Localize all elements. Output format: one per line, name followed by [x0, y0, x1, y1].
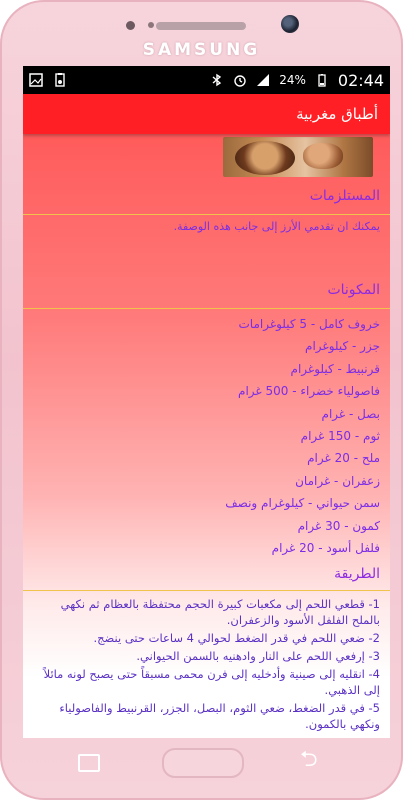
ingredient-item: ملح - 20 غرام — [307, 451, 380, 466]
ingredients-title: المكونات — [327, 282, 380, 298]
battery-icon — [315, 73, 329, 87]
image-icon — [29, 73, 43, 87]
page-title: أطباق مغربية — [296, 105, 378, 123]
meat-image — [303, 143, 343, 169]
method-step: 2- ضعي اللحم في قدر الضغط لحوالي 4 ساعات حتى ينضج. — [93, 631, 380, 645]
ingredient-item: كمون - 30 غرام — [297, 518, 380, 533]
recipe-image — [223, 137, 373, 177]
ingredients-divider — [23, 308, 390, 309]
app-bar — [23, 94, 390, 134]
ingredient-item: سمن حيواني - كيلوغرام ونصف — [225, 496, 380, 511]
method-step: 5- في قدر الضغط، ضعي الثوم، البصل، الجزر، القرنبيط والفاصولياء ونكهي بالكمون. — [59, 701, 380, 731]
home-button[interactable] — [162, 748, 244, 778]
recipe-content[interactable] — [23, 134, 390, 738]
ingredient-item: زعفران - غرامان — [295, 473, 380, 488]
method-divider — [23, 590, 390, 591]
notes-divider — [23, 214, 390, 215]
ingredient-item: بصل - غرام — [321, 406, 380, 421]
ingredient-item: قرنبيط - كيلوغرام — [290, 361, 380, 376]
method-step: 1- قطعي اللحم إلى مكعبات كبيرة الحجم محتفظة بالعظام ثم نكهي بالملح الفلفل الأسود والزعفران. — [60, 597, 380, 627]
front-camera-icon — [281, 15, 299, 33]
clock: 02:44 — [337, 70, 384, 90]
battery-percent: 24% — [279, 73, 306, 87]
earpiece-speaker — [156, 22, 246, 30]
screen — [23, 66, 390, 738]
ingredient-item: فاصولياء خضراء - 500 غرام — [238, 384, 380, 399]
ingredient-item: ثوم - 150 غرام — [300, 428, 380, 443]
method-steps — [31, 596, 380, 734]
alarm-icon — [233, 73, 247, 87]
method-step: 4- انقليه إلى صينية وأدخليه إلى فرن محمى مسبقاً حتى يصبح لونه مائلاً إلى الذهبي. — [43, 667, 380, 697]
device-brand: SAMSUNG — [142, 40, 261, 60]
ingredient-item: خروف كامل - 5 كيلوغرامات — [238, 317, 380, 331]
ingredients-list — [50, 313, 380, 559]
notes-title: المستلزمات — [309, 188, 380, 204]
ingredient-item: فلفل أسود - 20 غرام — [271, 540, 380, 555]
bluetooth-icon — [210, 73, 224, 87]
back-icon[interactable]: ⮌ — [300, 747, 318, 772]
method-title: الطريقة — [334, 566, 380, 582]
method-step: 3- إرفعي اللحم على النار وادهنيه بالسمن الحيواني. — [136, 649, 380, 663]
status-bar — [23, 66, 390, 94]
food-plate-image — [235, 141, 295, 175]
hardware-buttons — [0, 742, 403, 800]
proximity-sensor — [126, 21, 135, 30]
signal-icon — [256, 73, 270, 87]
notes-text: يمكنك ان تقدمي الأرز إلى جانب هذه الوصفة. — [173, 220, 380, 233]
recent-apps-icon[interactable] — [78, 754, 100, 772]
light-sensor — [148, 22, 154, 28]
ingredient-item: جزر - كيلوغرام — [305, 339, 380, 354]
battery-saver-icon — [53, 73, 67, 87]
